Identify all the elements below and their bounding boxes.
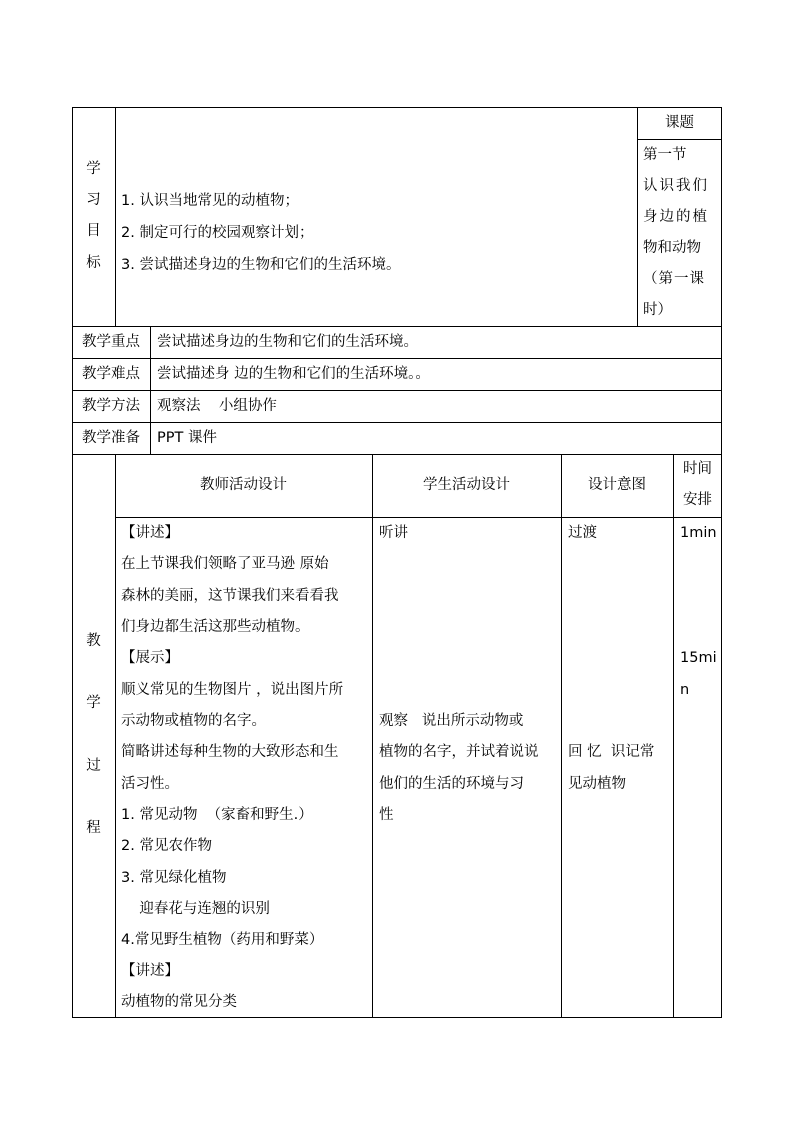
info-label: 教学准备 (82, 430, 140, 446)
rule-title-left (637, 107, 638, 326)
teacher-line: 2. 常见农作物 (121, 838, 212, 854)
teacher-line: 们身边都生活这那些动植物。 (121, 619, 310, 635)
lesson-title-line: 认识我们 (643, 178, 709, 194)
rule-teacher-right (372, 454, 373, 1018)
teacher-line: 3. 常见绿化植物 (121, 870, 227, 886)
info-value: PPT 课件 (157, 430, 217, 446)
process-label-char: 教 (86, 633, 101, 649)
objective-item: 3. 尝试描述身边的生物和它们的生活环境。 (121, 257, 401, 273)
teacher-line: 示动物或植物的名字。 (121, 713, 266, 729)
teacher-line: 1. 常见动物 （家畜和野生.） (121, 807, 313, 823)
rule-student-right (561, 454, 562, 1018)
lesson-title-header: 课题 (665, 115, 694, 131)
student-line: 性 (379, 807, 394, 823)
time-line: 15mi (680, 650, 717, 666)
intent-line: 见动植物 (568, 776, 626, 792)
process-label-char: 过 (86, 758, 101, 774)
time-line: 1min (680, 525, 717, 541)
student-line: 植物的名字，并试着说说 (379, 744, 539, 760)
info-value: 尝试描述身边的生物和它们的生活环境。 (157, 334, 418, 350)
student-line: 听讲 (379, 525, 408, 541)
teacher-line: 4.常见野生植物（药用和野菜） (121, 932, 324, 948)
lesson-title-line: 身边的植 (643, 209, 709, 225)
header-time: 时间 (683, 461, 712, 477)
teacher-line: 顺义常见的生物图片 ，说出图片所 (121, 682, 344, 698)
student-line: 他们的生活的环境与习 (379, 776, 524, 792)
process-label-char: 程 (86, 820, 101, 836)
rule-prep-bottom (72, 454, 722, 455)
header-design-intent: 设计意图 (588, 477, 646, 493)
objectives-label-char: 标 (86, 255, 101, 271)
teacher-line: 【讲述】 (121, 963, 179, 979)
objective-item: 2. 制定可行的校园观察计划； (121, 225, 314, 241)
lesson-title-line: 物和动物 (643, 240, 701, 256)
student-line: 观察 说出所示动物或 (379, 713, 524, 729)
teacher-line: 简略讲述每种生物的大致形态和生 (121, 744, 339, 760)
teacher-line: 迎春花与连翘的识别 (121, 901, 270, 917)
info-label: 教学重点 (82, 334, 140, 350)
header-teacher-activity: 教师活动设计 (200, 477, 287, 493)
lesson-title-line: 第一节 (643, 147, 687, 163)
rule-process-label (115, 454, 116, 1018)
objective-item: 1. 认识当地常见的动植物； (121, 193, 299, 209)
rule-intent-right (673, 454, 674, 1018)
teacher-line: 在上节课我们领略了亚马逊 原始 (121, 556, 329, 572)
rule-process-header-bottom (115, 517, 722, 518)
info-label: 教学方法 (82, 398, 140, 414)
teacher-line: 森林的美丽，这节课我们来看看我 (121, 588, 339, 604)
time-line: n (680, 682, 690, 698)
rule-info-label (150, 326, 151, 454)
lesson-title-line: 时） (643, 302, 672, 318)
objectives-label-char: 目 (86, 223, 101, 239)
intent-line: 回 忆 识记常 (568, 744, 655, 760)
teacher-line: 活习性。 (121, 776, 179, 792)
info-value: 尝试描述身 边的生物和它们的生活环境。。 (157, 366, 430, 382)
header-time: 安排 (683, 492, 712, 508)
teacher-line: 动植物的常见分类 (121, 994, 237, 1010)
objectives-label-char: 习 (86, 192, 101, 208)
intent-line: 过渡 (568, 525, 597, 541)
teacher-line: 【展示】 (121, 650, 179, 666)
teacher-line: 【讲述】 (121, 525, 179, 541)
lesson-title-line: （第一课 (643, 271, 705, 287)
objectives-label-char: 学 (86, 161, 101, 177)
process-label-char: 学 (86, 695, 101, 711)
info-label: 教学难点 (82, 366, 140, 382)
rule-objectives-label (115, 107, 116, 326)
header-student-activity: 学生活动设计 (423, 477, 510, 493)
info-value: 观察法 小组协作 (157, 398, 277, 414)
